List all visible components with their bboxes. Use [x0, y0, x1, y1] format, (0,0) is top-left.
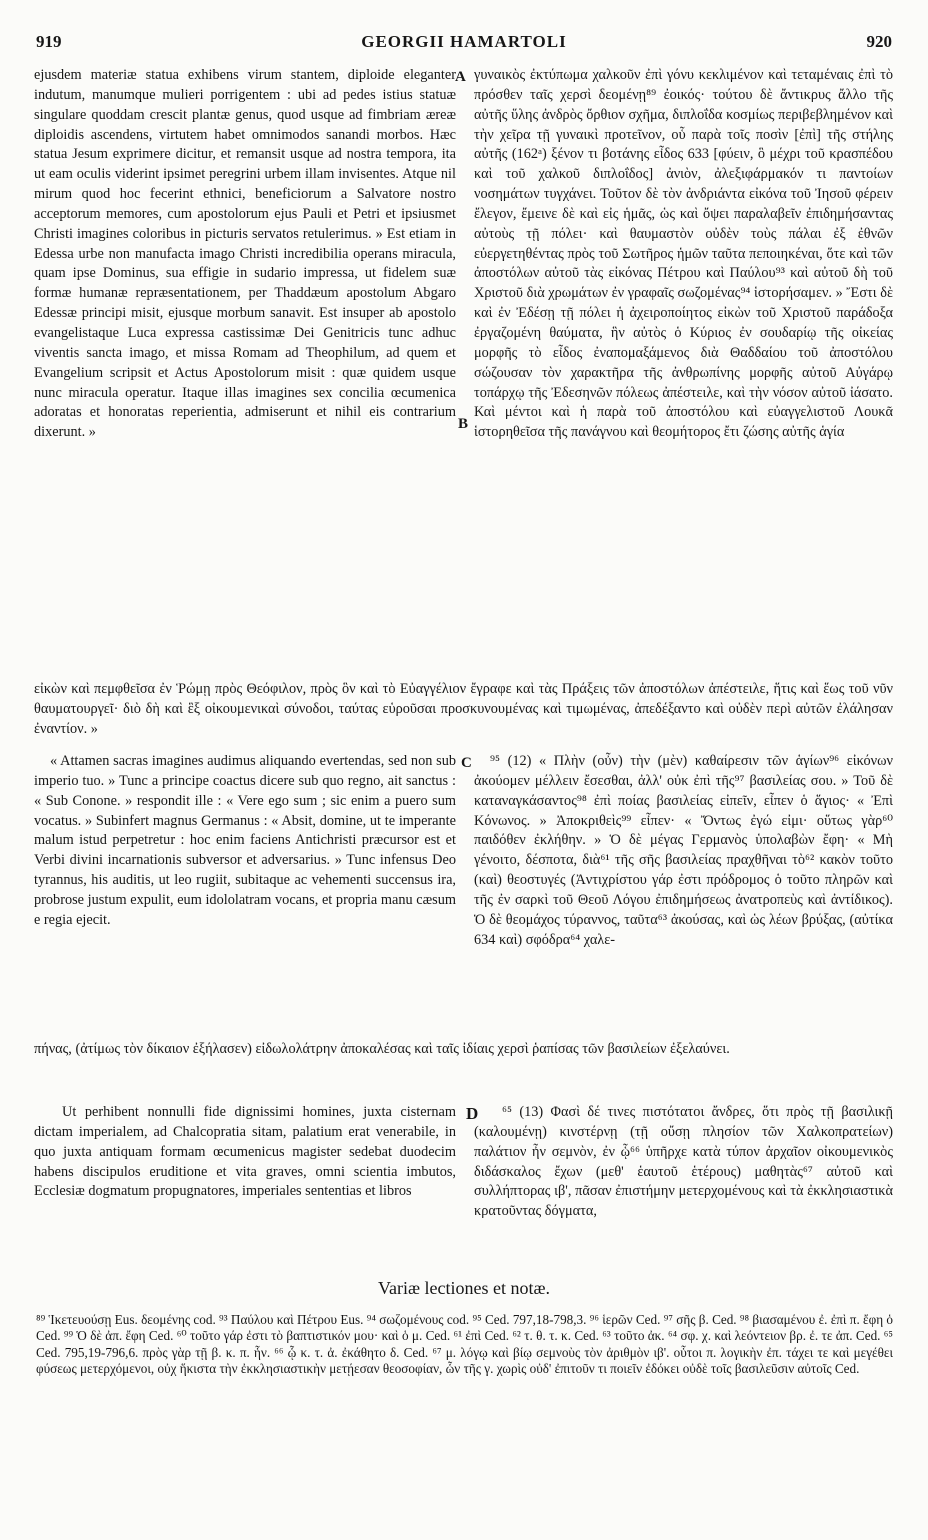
greek-paragraph-3: ⁶⁵ (13) Φασὶ δέ τινες πιστότατοι ἄνδρες, ὅτι πρὸς τῇ βασιλικῇ (καλουμένῃ) κινστέρνῃ (τῇ οὔσῃ πλησίον τῶν Χαλκοπρατείων) παλάτιον ἦν σεμνὸν, ἐν ᾧ⁶⁶ ὑπῆρχε κατὰ τύπον ἀρχαῖον οἰκουμενικὸς διδάσκαλος ἔχων (μεθ' ἑαυτοῦ ἑτέρους) μαθητὰς⁶⁷ αὐτοῦ καὶ συλλήπτορας ιβ', πᾶσαν ἐπιστήμην μετερχομένους καὶ τὰ ἐκκλησιαστικὰ κρατοῦντας δόγματα, [474, 1104, 893, 1220]
section-marker-a: A [455, 69, 466, 85]
greek-fullwidth-paragraph-1: εἰκὼν καὶ πεμφθεῖσα ἐν Ῥώμῃ πρὸς Θεόφιλον, πρὸς ὃν καὶ τὸ Εὐαγγέλιον ἔγραφε καὶ τὰς Πράξεις τῶν ἀποστόλων ἀπέστειλε, ἥτις καὶ ἕως τοῦ νῦν θαυματουργεῖ· διὸ δὴ καὶ ἓξ οἰκουμενικαὶ σύνοδοι, ταύτας εὑροῦσαι προσκυνουμένας καὶ τιμωμένας, ἀπεδέξαντο καὶ οὐδὲν περὶ αὐτῶν ἐλάλησαν ἐναντίον. » [34, 681, 893, 737]
running-header [36, 32, 892, 56]
page-number-left: 919 [36, 32, 62, 51]
section-marker-b: B [458, 416, 469, 432]
footnotes: ⁸⁹ Ἱκετευούσῃ Eus. δεομένης cod. ⁹³ Παύλου καὶ Πέτρου Eus. ⁹⁴ σωζομένους cod. ⁹⁵ Ced. 797,18-798,3. ⁹⁶ ἱερῶν Ced. ⁹⁷ σῆς β. Ced. ⁹⁸ βιασαμένου ἐ. ἐπὶ π. ἔφη ὁ Ced. ⁹⁹ Ὁ δὲ ἀπ. ἔφη Ced. ⁶⁰ τοῦτο γάρ ἐστι τὸ βαπτιστικόν μου· καὶ ὁ μ. Ced. ⁶¹ ἐπὶ Ced. ⁶² τ. θ. τ. κ. Ced. ⁶³ τοῦτο ἀκ. ⁶⁴ σφ. χ. καὶ λεόντειον βρ. ἐ. τε ἀπ. Ced. ⁶⁵ Ced. 795,19-796,6. πρὸς γὰρ τῇ β. κ. π. ἦν. ⁶⁶ ᾧ κ. τ. ἀ. ἐκάθητο δ. Ced. ⁶⁷ μ. λόγῳ καὶ βίῳ σεμνοὺς τὸν ἀριθμὸν ιβ'. οὗτοι π. λογικὴν ἐπ. τάχει τε καὶ μεγέθει φύσεως μετερχόμενοι, οὐχ ἥκιστα τὴν ἐκκλησιαστικὴν μετῄεσαν θεοσοφίαν, ὧν τῆς γ. χωρὶς οὐδ' ἐπιτοῦν τι ποιεῖν ἐδόκει οὐδὲ τοῖς βασιλεῦσιν αὐτοῖς Ced. [36, 1312, 893, 1376]
notes-heading: Variæ lectiones et notæ. [378, 1278, 550, 1298]
latin-paragraph-1: ejusdem materiæ statua exhibens virum stantem, diploide eleganter indutum, manumque mulieri porrigentem : ubi ad pedes istius statuæ singulare quoddam crescit plantæ genus, quod usque ad fimbriam æreæ diploidis ascendens, virtutem habet omnimodos sanandi morbos. Hæc statua Jesum exprimere dicitur, et remansit usque ad nostra tempora, ita ut eam oculis viderint ipsimet peregrini urbem illam invisentes. Atque nil mirum quod hoc fecerint ethnici, beneficiorum a Salvatore nostro acceptorum memores, cum apostolorum ejus Pauli et Petri et ipsiusmet Christi imagines coloribus in picturis servatos retulerimus. » Est etiam in Edessa urbe non manufacta imago Christi incredibilia operans miracula, quam ipse Dominus, sua effigie in sudario impressa, ut fidelem suæ formæ humanæ repræsentationem, per Thaddæum apostolum Abgaro Edessæ principi misit, ejusque morbum sanavit. Est insuper ab apostolo evangelistaque Luca expressa castissimæ Dei Genitricis tunc adhuc viventis sancta imago, et missa Romam ad Theophilum, ad quem et Evangelium scripsit et Actus Apostolorum misit : quæ quidem usque nunc miracula operatur. Itaque illas imagines sex concilia œcumenica adoratas et honoratas reperientia, admiserunt et nihil eis contrarium dixerunt. » [34, 67, 456, 441]
greek-paragraph-1: γυναικὸς ἐκτύπωμα χαλκοῦν ἐπὶ γόνυ κεκλιμένον καὶ τεταμέναις ἐπὶ τὸ πρόσθεν ταῖς χερσὶ δεομένῃ⁸⁹ ἐοικός· τούτου δὲ ἄντικρυς ἄλλο τῆς αὐτῆς ὕλης ἀνδρὸς ὄρθιον σχῆμα, διπλοΐδα κοσμίως περιβεβλημένον καὶ τὴν χεῖρα τῇ γυναικὶ προτεῖνον, οὗ παρὰ τοῖς ποσὶν [ἐπὶ] τῆς στήλης αὐτῆς (162ᵃ) ξένον τι βοτάνης εἶδος 633 [φύειν, ὃ μέχρι τοῦ κρασπέδου καὶ τοῦ χαλκοῦ διπλοΐδος] ἀνιὸν, ἀλεξιφάρμακόν τι παντοίων νοσημάτων τυγχάνει. Τοῦτον δὲ τὸν ἀνδριάντα εἰκόνα τοῦ Ἰησοῦ φέρειν ἔλεγον, ἔμεινε δὲ καὶ εἰς ἡμᾶς, ὡς καὶ ὄψει παραλαβεῖν ἐπιδημήσαντας αὐτοὺς τῇ πόλει· καὶ θαυμαστὸν οὐδὲν τοὺς πάλαι ἐξ ἐθνῶν εὐεργετηθέντας πρὸς τοῦ Σωτῆρος ἡμῶν ταῦτα πεποιηκέναι, ὅτε καὶ τῶν ἀποστόλων αὐτοῦ τὰς εἰκόνας Πέτρου καὶ Παύλου⁹³ καὶ αὐτοῦ δὴ τοῦ Χριστοῦ διὰ χρωμάτων ἐν γραφαῖς σωζομένας⁹⁴ ἱστορήσαμεν. » Ἔστι δὲ καὶ ἐν Ἐδέσῃ τῇ πόλει ἡ ἀχειροποίητος εἰκὼν τοῦ Χριστοῦ παράδοξα ἐργαζομένη θαύματα, ἣν αὐτὸς ὁ Κύριος ἐν σουδαρίῳ τῆς οἰκείας μορφῆς τὸ εἶδος ἐναπομαξάμενος διὰ Θαδδαίου τοῦ ἀποστόλου σώζουσαν τὸν χαρακτῆρα τῆς ἀνθρωπίνης μορφῆς αὐτοῦ Αὐγάρῳ τοπάρχῳ τῆς Ἐδεσηνῶν πόλεως ἀπέστειλε, καὶ τὴν νόσον αὐτοῦ ἰάσατο. Καὶ μέντοι καὶ ἡ παρὰ τοῦ ἀποστόλου καὶ εὐαγγελιστοῦ Λουκᾶ ἱστορηθεῖσα τῆς πανάγνου καὶ θεομήτορος ἔτι ζώσης αὐτῆς ἁγία [474, 67, 893, 441]
page-number-right: 920 [866, 32, 892, 51]
latin-paragraph-3: Ut perhibent nonnulli fide dignissimi homines, juxta cisternam dictam imperialem, ad Chalcopratia sitam, palatium erat venerabile, in quo juxta antiquam formam œcumenicus magister sedebat duodecim habens discipulos eruditione et vita graves, omni scientia imbutos, Ecclesiæ dogmatum propugnatores, imperiales sententias et libros [34, 1104, 456, 1200]
running-title: GEORGII HAMARTOLI [361, 32, 567, 51]
section-marker-c: C [461, 755, 472, 771]
section-marker-d: D [466, 1104, 479, 1123]
latin-paragraph-2: « Attamen sacras imagines audimus aliquando evertendas, sed non sub imperio tuo. » Tunc a principe coactus dicere sub quo regno, ait sanctus : « Sub Conone. » respondit ille : « Vere ego sum ; sic enim a puero sum vocatus. » Subinfert magnus Germanus : « Absit, domine, ut te imperante malum istud perpetretur : hoc enim faciens Antichristi præcursor est et Verbi divini incarnationis subversor et adversarius. » Tunc infensus Deo tyrannus, his auditis, ut leo rugiit, subitaque ac vehementi succensus ira, probrose justum expulit, eum idololatram vocans, et propria manu cæsum e regia ejecit. [34, 753, 456, 928]
greek-fullwidth-paragraph-2: πήνας, (ἀτίμως τὸν δίκαιον ἐξήλασεν) εἰδωλολάτρην ἀποκαλέσας καὶ ταῖς ἰδίαις χερσὶ ῥαπίσας τῶν βασιλείων ἐξελαύνει. [34, 1041, 730, 1057]
greek-paragraph-2: ⁹⁵ (12) « Πλὴν (οὖν) τὴν (μὲν) καθαίρεσιν τῶν ἁγίων⁹⁶ εἰκόνων ἀκούομεν μέλλειν ἔσεσθαι, ἀλλ' οὐκ ἐπὶ τῆς⁹⁷ βασιλείας σου. » Τοῦ δὲ καταναγκάσαντος⁹⁸ ἐπὶ ποίας βασιλείας εἰπεῖν, εἶπεν ὁ ἅγιος· « Ἐπὶ Κόνωνος. » Ἀποκριθεὶς⁹⁹ εἶπεν· « Ὄντως ἐγώ εἰμι· οὕτως γὰρ⁶⁰ παιδόθεν ἐκλήθην. » Ὁ δὲ μέγας Γερμανὸς ὑπολαβὼν ἔφη· « Μὴ γένοιτο, δέσποτα, διὰ⁶¹ τῆς σῆς βασιλείας πραχθῆναι τὸ⁶² κακὸν τοῦτο (καὶ) θεοστυγές (Ἀντιχρίστου γάρ ἐστι πρόδρομος ὁ τοῦτο πληρῶν καὶ τῆς ἐν σαρκὶ τοῦ Θεοῦ Λόγου ἐπιδημήσεως ἀνατροπεὺς καὶ ἀντίδικος). Ὁ δὲ θεομάχος τύραννος, ταῦτα⁶³ ἀκούσας, καὶ ὡς λέων βρύξας, (αὐτίκα 634 καὶ) σφόδρα⁶⁴ χαλε- [474, 753, 893, 948]
